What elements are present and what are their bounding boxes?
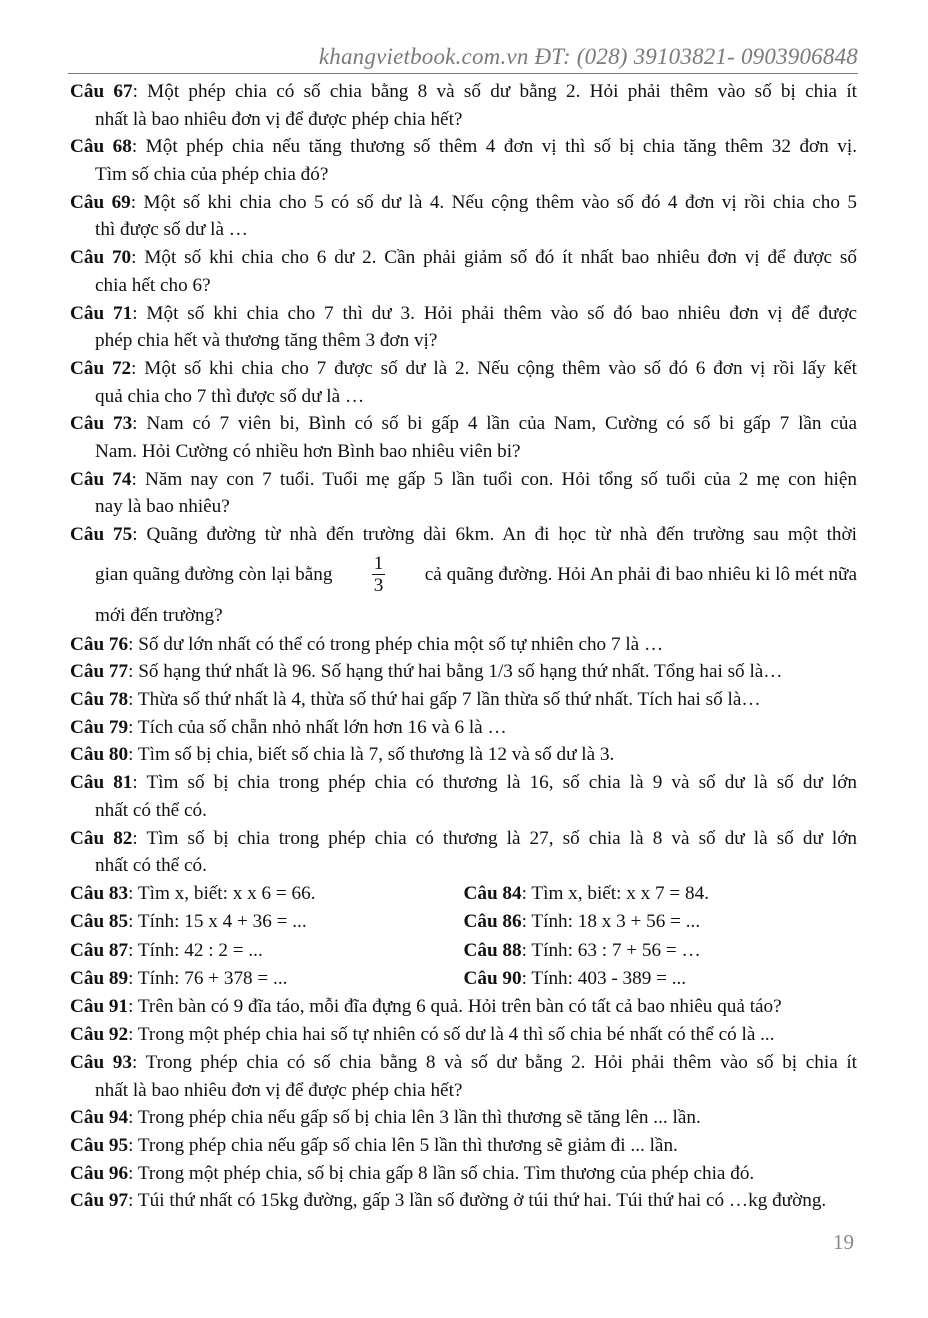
question-text: nhất là bao nhiêu đơn vị để được phép chia hết? bbox=[95, 108, 463, 130]
question-text: nhất có thể có. bbox=[95, 855, 207, 877]
question-label: Câu 80 bbox=[70, 744, 129, 766]
question-text: : Trong phép chia có số chia bằng 8 và số dư bằng 2. Hỏi phải thêm vào số bị chia ít bbox=[131, 1051, 857, 1073]
question-text: : Túi thứ nhất có 15kg đường, gấp 3 lần số đường ở túi thứ hai. Túi thứ hai có …kg đường. bbox=[128, 1190, 827, 1212]
question-label: Câu 76 bbox=[70, 633, 129, 655]
question-text: : Trên bàn có 9 đĩa táo, mỗi đĩa đựng 6 quả. Hỏi trên bàn có tất cả bao nhiêu quả táo? bbox=[128, 996, 782, 1018]
question-line bbox=[70, 1104, 857, 1132]
question-line bbox=[70, 493, 857, 521]
question-text: : Trong phép chia nếu gấp số bị chia lên 3 lần thì thương sẽ tăng lên ... lần. bbox=[128, 1107, 701, 1129]
question-label: Câu 84 bbox=[463, 882, 522, 904]
question-text: : Trong phép chia nếu gấp số chia lên 5 lần thì thương sẽ giảm đi ... lần. bbox=[128, 1134, 678, 1156]
question-text: nay là bao nhiêu? bbox=[95, 496, 230, 518]
question bbox=[70, 1104, 857, 1132]
question-line bbox=[70, 161, 857, 189]
question-label: Câu 68 bbox=[70, 136, 132, 158]
question-line bbox=[70, 383, 857, 411]
question-line bbox=[70, 658, 857, 686]
question-label: Câu 77 bbox=[70, 661, 129, 683]
question bbox=[70, 466, 857, 521]
question-label: Câu 72 bbox=[70, 357, 132, 379]
question-text: : Một số khi chia cho 6 dư 2. Cần phải giảm số đó ít nhất bao nhiêu đơn vị để được số bbox=[131, 247, 857, 269]
question bbox=[464, 880, 858, 908]
question-line bbox=[70, 466, 857, 494]
question-line bbox=[70, 1160, 857, 1188]
question-text: : Một số khi chia cho 7 được số dư là 2. Nếu cộng thêm vào số đó 6 đơn vị rồi lấy kết bbox=[131, 357, 857, 379]
question-label: Câu 92 bbox=[70, 1024, 129, 1046]
question-line bbox=[70, 244, 857, 272]
question bbox=[70, 769, 857, 824]
question bbox=[70, 825, 857, 880]
question-label: Câu 69 bbox=[70, 191, 131, 213]
question bbox=[70, 686, 857, 714]
question bbox=[464, 908, 858, 936]
question-text: phép chia hết và thương tăng thêm 3 đơn vị? bbox=[95, 330, 438, 352]
question-line bbox=[70, 438, 857, 466]
question-label: Câu 74 bbox=[70, 468, 132, 490]
question-line bbox=[70, 797, 857, 825]
question-line bbox=[70, 601, 857, 631]
question-text: : Tích của số chẵn nhỏ nhất lớn hơn 16 và 6 là … bbox=[128, 716, 507, 738]
question-text: : Số dư lớn nhất có thể có trong phép chia một số tự nhiên cho 7 là … bbox=[128, 633, 664, 655]
question-label: Câu 94 bbox=[70, 1107, 129, 1129]
question bbox=[70, 631, 857, 659]
question-label: Câu 75 bbox=[70, 524, 133, 545]
question-text: : Một phép chia nếu tăng thương số thêm 4 đơn vị thì số bị chia tăng thêm 32 đơn vị. bbox=[131, 136, 857, 158]
question-text: : Một số khi chia cho 5 có số dư là 4. Nếu cộng thêm vào số đó 4 đơn vị rồi chia cho 5 bbox=[130, 191, 857, 213]
question-text: Tìm số chia của phép chia đó? bbox=[95, 164, 329, 186]
question bbox=[70, 993, 857, 1021]
question-label: Câu 79 bbox=[70, 716, 129, 738]
question-line bbox=[70, 1132, 857, 1160]
question-label: Câu 88 bbox=[463, 939, 522, 961]
question bbox=[70, 1021, 857, 1049]
question-line bbox=[70, 714, 857, 742]
question-label: Câu 81 bbox=[70, 772, 133, 794]
question-line bbox=[70, 993, 857, 1021]
question bbox=[70, 714, 857, 742]
question-pair bbox=[70, 880, 857, 908]
question-text: : Quãng đường từ nhà đến trường dài 6km. An đi học từ nhà đến trường sau một thời bbox=[132, 524, 857, 545]
question bbox=[70, 1160, 857, 1188]
question bbox=[464, 965, 858, 993]
question-line bbox=[70, 300, 857, 328]
question-label: Câu 73 bbox=[70, 413, 133, 435]
question-text: gian quãng đường còn lại bằng bbox=[95, 563, 333, 585]
question-label: Câu 93 bbox=[70, 1051, 132, 1073]
question bbox=[70, 189, 857, 244]
question-line bbox=[70, 106, 857, 134]
question-line bbox=[70, 769, 857, 797]
question-line bbox=[70, 133, 857, 161]
question-line bbox=[70, 1021, 857, 1049]
question-pair bbox=[70, 908, 857, 936]
question-label: Câu 87 bbox=[70, 939, 129, 961]
page-number: 19 bbox=[833, 1230, 854, 1254]
question-line bbox=[70, 355, 857, 383]
question-label: Câu 78 bbox=[70, 689, 129, 711]
question bbox=[70, 908, 464, 936]
question-pair bbox=[70, 937, 857, 965]
question-line bbox=[70, 631, 857, 659]
question-line bbox=[70, 189, 857, 217]
question-text: : Tìm x, biết: x x 7 = 84. bbox=[521, 882, 710, 904]
question-line bbox=[70, 1077, 857, 1105]
question-text: : Tìm số bị chia, biết số chia là 7, số thương là 12 và số dư là 3. bbox=[128, 744, 615, 766]
question bbox=[70, 937, 464, 965]
question bbox=[70, 300, 857, 355]
question bbox=[70, 521, 857, 631]
question bbox=[70, 1187, 857, 1215]
fraction bbox=[372, 553, 386, 596]
question bbox=[70, 1132, 857, 1160]
question bbox=[70, 965, 464, 993]
question-label: Câu 97 bbox=[70, 1190, 129, 1212]
question-list bbox=[70, 78, 857, 1215]
question-label: Câu 95 bbox=[70, 1134, 129, 1156]
question-line bbox=[70, 78, 857, 106]
question-text: Nam. Hỏi Cường có nhiều hơn Bình bao nhiêu viên bi? bbox=[95, 440, 521, 462]
question-line bbox=[70, 549, 857, 601]
question-label: Câu 96 bbox=[70, 1162, 129, 1184]
question bbox=[70, 1049, 857, 1104]
question-label: Câu 82 bbox=[70, 827, 133, 849]
question-label: Câu 71 bbox=[70, 302, 133, 324]
question-text: : Tính: 76 + 378 = ... bbox=[128, 968, 288, 990]
question-label: Câu 86 bbox=[463, 911, 522, 933]
question-line bbox=[70, 825, 857, 853]
question-text: : Tìm x, biết: x x 6 = 66. bbox=[128, 882, 316, 904]
question bbox=[70, 244, 857, 299]
question-text: : Số hạng thứ nhất là 96. Số hạng thứ hai bằng 1/3 số hạng thứ nhất. Tổng hai số là… bbox=[128, 661, 783, 683]
question-text: quả chia cho 7 thì được số dư là … bbox=[95, 385, 365, 407]
question-text: : Tính: 63 : 7 + 56 = … bbox=[521, 939, 701, 961]
question-line bbox=[70, 272, 857, 300]
question-line bbox=[70, 327, 857, 355]
question-text: nhất có thể có. bbox=[95, 799, 207, 821]
question-text: : Tìm số bị chia trong phép chia có thương là 27, số chia là 8 và số dư là số dư lớn bbox=[132, 827, 857, 849]
question-text: : Tính: 403 - 389 = ... bbox=[521, 968, 687, 990]
question-text: chia hết cho 6? bbox=[95, 274, 211, 296]
question-text: : Tính: 18 x 3 + 56 = ... bbox=[521, 911, 701, 933]
question bbox=[464, 937, 858, 965]
question bbox=[70, 133, 857, 188]
question-text: : Tính: 15 x 4 + 36 = ... bbox=[128, 911, 307, 933]
question-line bbox=[70, 521, 857, 549]
question bbox=[70, 78, 857, 133]
question-text: thì được số dư là … bbox=[95, 219, 248, 241]
question-text: nhất là bao nhiêu đơn vị để được phép chia hết? bbox=[95, 1079, 463, 1101]
question-text: mới đến trường? bbox=[95, 604, 223, 626]
question-text: : Nam có 7 viên bi, Bình có số bi gấp 4 lần của Nam, Cường có số bi gấp 7 lần của bbox=[132, 413, 857, 435]
header-divider bbox=[68, 73, 858, 74]
question-text: : Trong một phép chia hai số tự nhiên có số dư là 4 thì số chia bé nhất có thể có là ... bbox=[128, 1024, 775, 1046]
question bbox=[70, 741, 857, 769]
question bbox=[70, 880, 464, 908]
question-line bbox=[70, 741, 857, 769]
question-text: : Thừa số thứ nhất là 4, thừa số thứ hai gấp 7 lần thừa số thứ nhất. Tích hai số là… bbox=[128, 689, 761, 711]
question-line bbox=[70, 410, 857, 438]
question bbox=[70, 355, 857, 410]
question bbox=[70, 410, 857, 465]
fraction-denominator: 3 bbox=[373, 575, 384, 597]
question-text: : Trong một phép chia, số bị chia gấp 8 lần số chia. Tìm thương của phép chia đó. bbox=[128, 1162, 755, 1184]
question-text: : Một số khi chia cho 7 thì dư 3. Hỏi phải thêm vào số đó bao nhiêu đơn vị để được bbox=[132, 302, 857, 324]
question-label: Câu 67 bbox=[70, 81, 133, 102]
question-text: cả quãng đường. Hỏi An phải đi bao nhiêu ki lô mét nữa bbox=[424, 563, 857, 585]
fraction-numerator: 1 bbox=[373, 553, 384, 575]
question-label: Câu 83 bbox=[70, 882, 129, 904]
page-header: khangvietbook.com.vn ĐT: (028) 39103821- 0903906848 bbox=[318, 44, 858, 69]
question-label: Câu 89 bbox=[70, 968, 129, 990]
question-line bbox=[70, 1049, 857, 1077]
question-text: : Tính: 42 : 2 = ... bbox=[128, 939, 263, 961]
question-text: : Năm nay con 7 tuổi. Tuổi mẹ gấp 5 lần tuổi con. Hỏi tổng số tuổi của 2 mẹ con hiện bbox=[131, 468, 857, 490]
question-line bbox=[70, 686, 857, 714]
question-text: : Một phép chia có số chia bằng 8 và số dư bằng 2. Hỏi phải thêm vào số bị chia ít bbox=[132, 81, 857, 102]
question-text: : Tìm số bị chia trong phép chia có thương là 16, số chia là 9 và số dư là số dư lớn bbox=[132, 772, 857, 794]
question-label: Câu 70 bbox=[70, 247, 132, 269]
question bbox=[70, 658, 857, 686]
question-label: Câu 85 bbox=[70, 911, 129, 933]
question-line bbox=[70, 852, 857, 880]
question-line bbox=[70, 1187, 857, 1215]
question-label: Câu 90 bbox=[463, 968, 522, 990]
question-label: Câu 91 bbox=[70, 996, 129, 1018]
question-line bbox=[70, 216, 857, 244]
question-pair bbox=[70, 965, 857, 993]
